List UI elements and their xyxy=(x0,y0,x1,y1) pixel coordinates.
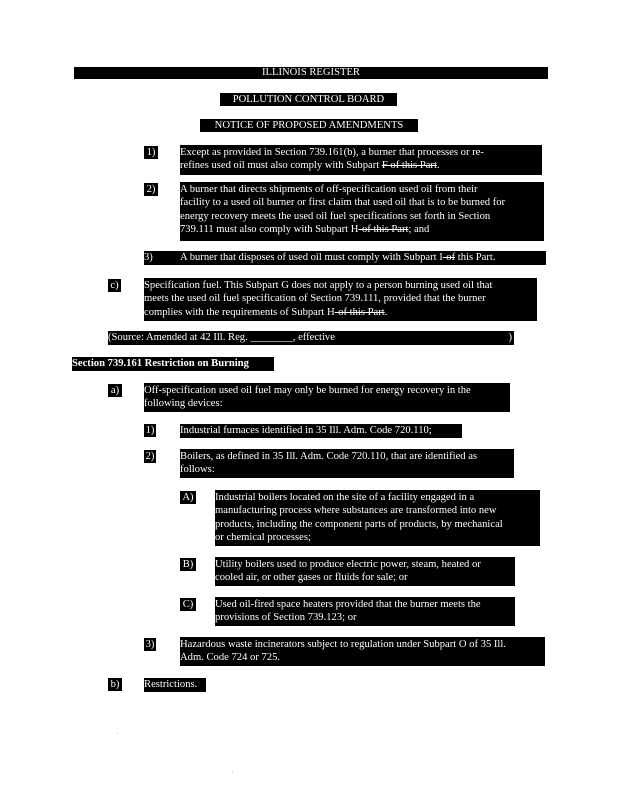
item-a2-line-2: follows: xyxy=(180,464,215,476)
item-2-line-4-main: 739.111 must also comply with Subpart xyxy=(180,223,351,235)
source-close: ) xyxy=(508,332,512,343)
item-a3-label: 3) xyxy=(145,639,155,650)
item-1-line-2 xyxy=(180,159,542,172)
item-2-pre: H xyxy=(350,223,359,235)
item-c-text xyxy=(144,278,537,321)
item-a-text xyxy=(144,383,510,412)
item-1-line-2-main: refines used oil must also comply with Subpart xyxy=(180,160,382,172)
item-c-line-3 xyxy=(144,306,537,319)
source-note xyxy=(108,331,514,345)
item-a2-line-1: Boilers, as defined in 35 Ill. Adm. Code 720.110, that are identified as xyxy=(180,451,478,462)
item-A-line-3: products, including the component parts of products, by mechanical xyxy=(215,518,503,530)
item-A-text xyxy=(215,490,540,546)
register-title xyxy=(74,67,548,79)
item-c-label: c) xyxy=(108,279,121,292)
item-2-strike: -of this Part xyxy=(358,223,409,235)
item-3-row xyxy=(144,251,546,265)
item-2-line-4 xyxy=(180,223,544,236)
item-c-line-2: meets the used oil fuel specification of Section 739.111, provided that the burner xyxy=(144,293,486,305)
item-B-line-1: Utility boilers used to produce electric power, steam, heated or xyxy=(215,559,481,570)
item-b-label: b) xyxy=(108,678,122,691)
item-1-label: 1) xyxy=(144,146,158,159)
item-a3-line-1: Hazardous waste incinerators subject to regulation under Subpart O of 35 Ill. xyxy=(180,639,506,650)
item-3-main: A burner that disposes of used oil must comply with Subpart I xyxy=(180,252,443,263)
item-2-line-2: facility to a used oil burner or first claim that used oil that is to be burned for xyxy=(180,197,506,209)
item-C-line-2: provisions of Section 739.123; or xyxy=(215,612,357,624)
item-a1-label: 1) xyxy=(145,425,155,436)
item-c-pre: H xyxy=(327,306,335,318)
item-C-line-1: Used oil-fired space heaters provided that the burner meets the xyxy=(215,599,481,610)
item-2-text xyxy=(180,182,544,241)
item-c-line-3-main: complies with the requirements of Subpart xyxy=(144,306,327,318)
item-A-label: A) xyxy=(180,491,196,504)
item-a3-text xyxy=(180,637,545,666)
item-1-strike: F of this Part xyxy=(381,160,437,172)
item-a2-label: 2) xyxy=(145,451,155,462)
item-c-strike: -of this Part xyxy=(334,306,385,318)
item-2-tail: ; and xyxy=(408,223,430,235)
item-1-text xyxy=(180,145,542,175)
board-title xyxy=(220,93,397,106)
scan-speck xyxy=(232,771,233,772)
item-3-strike: -of xyxy=(442,252,456,263)
register-title-text: ILLINOIS REGISTER xyxy=(262,67,360,78)
scan-speck xyxy=(117,733,118,734)
item-C-label: C) xyxy=(180,598,196,611)
source-blank: ________ xyxy=(250,332,293,343)
source-effective: , effective xyxy=(292,332,335,343)
item-B-label: B) xyxy=(180,558,196,571)
item-A-line-1: Industrial boilers located on the site of a facility engaged in a xyxy=(215,492,475,503)
item-a2-text xyxy=(180,449,514,478)
item-B-text xyxy=(215,557,515,586)
item-2-line-3: energy recovery meets the used oil fuel specifications set forth in Section xyxy=(180,210,491,222)
item-A-line-4: or chemical processes; xyxy=(215,531,311,543)
item-3-tail: this Part. xyxy=(455,252,496,263)
notice-title xyxy=(200,119,418,132)
item-a-line-2: following devices: xyxy=(144,398,223,410)
board-title-text: POLLUTION CONTROL BOARD xyxy=(232,94,385,105)
item-2-line-1: A burner that directs shipments of off-specification used oil from their xyxy=(180,184,478,195)
item-c-tail: . xyxy=(384,306,388,318)
item-a-label: a) xyxy=(108,384,122,397)
item-c-line-1: Specification fuel. This Subpart G does not apply to a person burning used oil that xyxy=(144,280,493,291)
item-C-text xyxy=(215,597,515,626)
item-1-tail: . xyxy=(436,160,440,172)
item-1-line-1: Except as provided in Section 739.161(b), a burner that processes or re- xyxy=(180,147,484,158)
section-heading: Section 739.161 Restriction on Burning xyxy=(72,357,274,371)
item-A-line-2: manufacturing process where substances are transformed into new xyxy=(215,505,497,517)
item-b-text: Restrictions. xyxy=(144,678,206,692)
item-a-line-1: Off-specification used oil fuel may only be burned for energy recovery in the xyxy=(144,385,471,396)
item-2-label: 2) xyxy=(144,183,158,196)
source-open: (Source: Amended at 42 Ill. Reg. xyxy=(108,332,251,343)
item-B-line-2: cooled air, or other gases or fluids for sale; or xyxy=(215,572,408,584)
notice-title-text: NOTICE OF PROPOSED AMENDMENTS xyxy=(214,120,404,131)
item-a3-line-2: Adm. Code 724 or 725. xyxy=(180,652,281,664)
item-a1-text: Industrial furnaces identified in 35 Ill. Adm. Code 720.110; xyxy=(180,424,462,438)
item-3-label: 3) xyxy=(144,252,153,263)
